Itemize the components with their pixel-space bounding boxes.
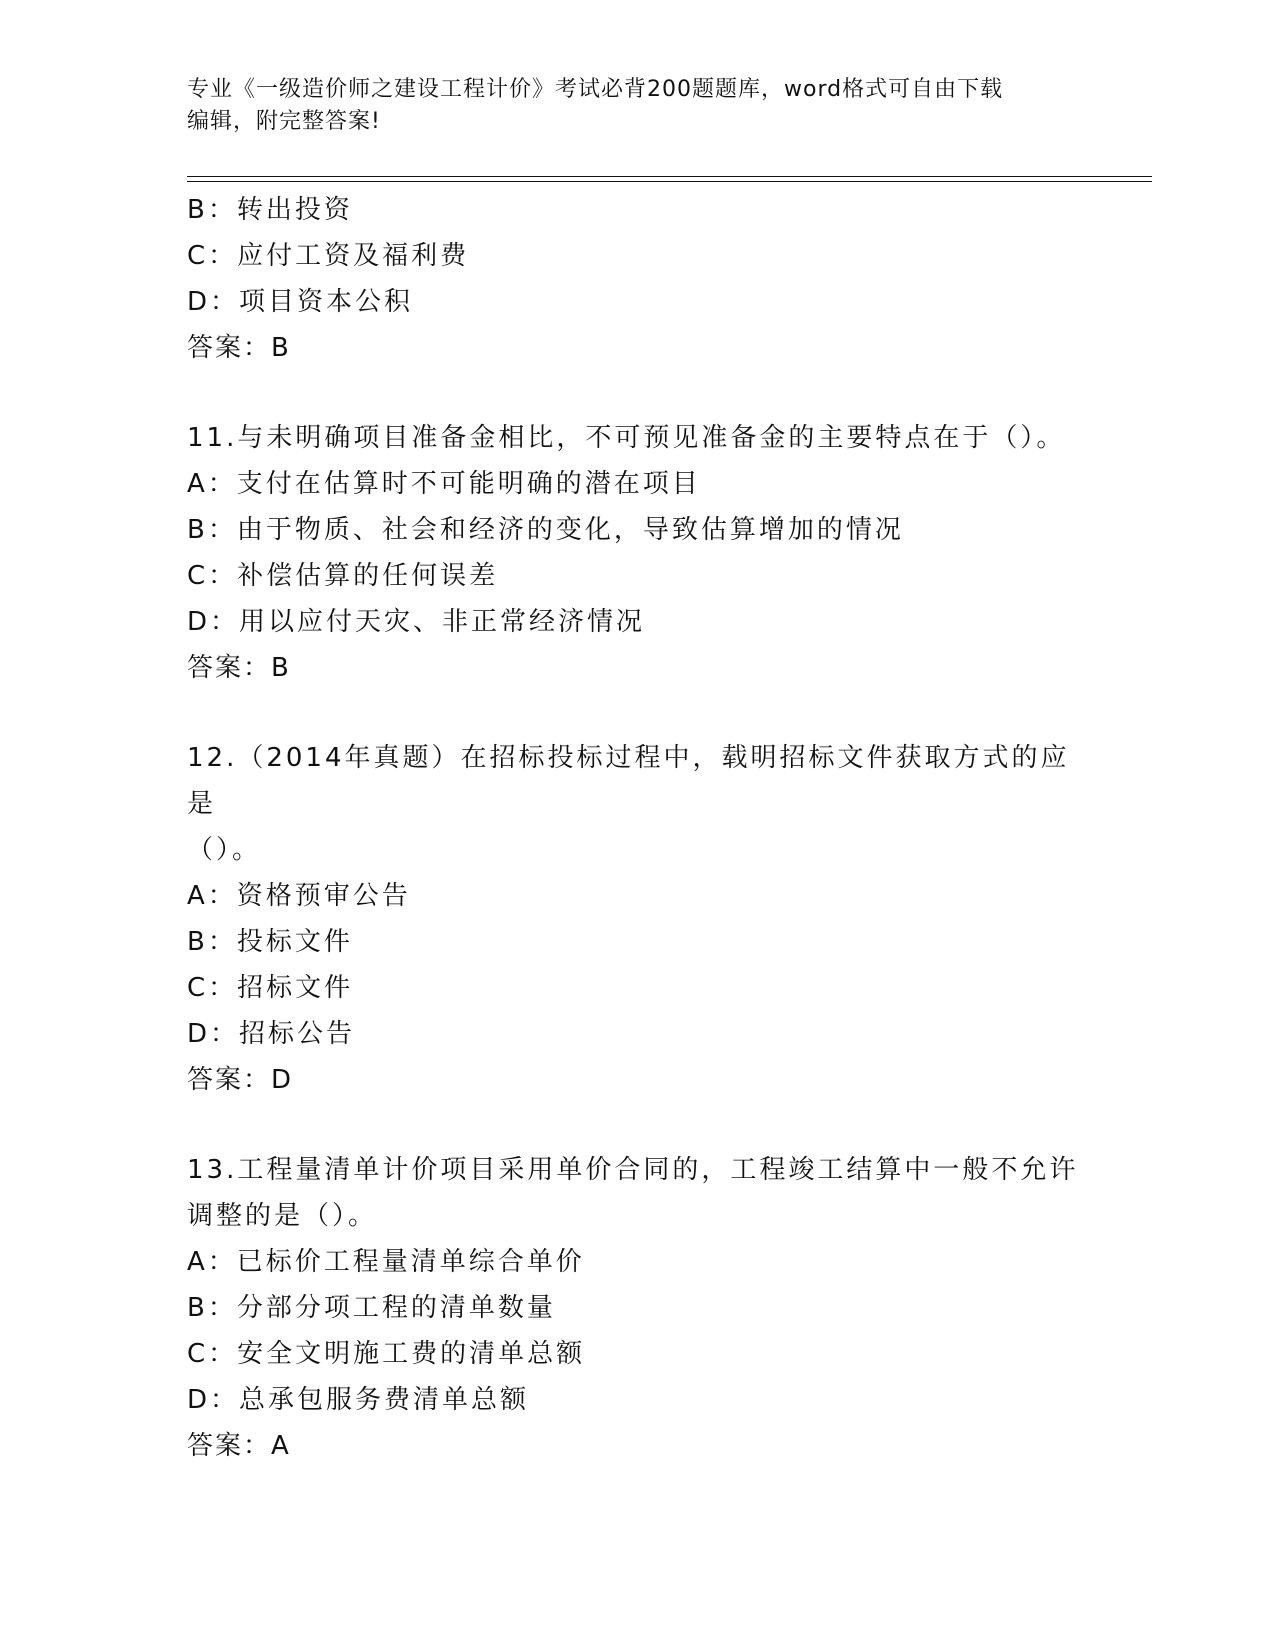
option-d: D：总承包服务费清单总额 xyxy=(187,1385,530,1415)
option-b: B：分部分项工程的清单数量 xyxy=(187,1293,556,1323)
option-c: C：招标文件 xyxy=(187,973,354,1003)
header-double-rule xyxy=(187,176,1152,182)
option-b: B：投标文件 xyxy=(187,927,353,957)
option-c: C：补偿估算的任何误差 xyxy=(187,561,499,591)
answer-label: 答案：D xyxy=(187,1065,294,1095)
question-stem-line-2: 调整的是（）。 xyxy=(187,1201,378,1231)
option-b: B：由于物质、社会和经济的变化，导致估算增加的情况 xyxy=(187,515,904,545)
question-13 xyxy=(187,1147,1087,1469)
question-stem-line-1: 13.工程量清单计价项目采用单价合同的，工程竣工结算中一般不允许 xyxy=(187,1155,1079,1185)
option-c: C：安全文明施工费的清单总额 xyxy=(187,1339,586,1369)
option-c: C：应付工资及福利费 xyxy=(187,241,470,271)
question-stem: 11.与未明确项目准备金相比，不可预见准备金的主要特点在于（）。 xyxy=(187,423,1066,453)
question-11 xyxy=(187,415,1087,691)
question-list xyxy=(187,187,1087,1469)
question-stem-line-2: （）。 xyxy=(187,835,262,865)
answer-label: 答案：A xyxy=(187,1431,291,1461)
question-stem-line-1: 12.（2014年真题）在招标投标过程中，载明招标文件获取方式的应是 xyxy=(187,743,1070,819)
option-d: D：项目资本公积 xyxy=(187,287,414,317)
header-title-line-1: 专业《一级造价师之建设工程计价》考试必背200题题库，word格式可自由下载 xyxy=(187,77,1004,102)
option-a: A：已标价工程量清单综合单价 xyxy=(187,1247,585,1277)
option-a: A：支付在估算时不可能明确的潜在项目 xyxy=(187,469,701,499)
document-header xyxy=(187,74,1067,138)
option-a: A：资格预审公告 xyxy=(187,881,411,911)
header-title-line-2: 编辑，附完整答案! xyxy=(187,109,381,134)
question-10-continued xyxy=(187,187,1087,371)
option-b: B：转出投资 xyxy=(187,195,353,225)
option-d: D：用以应付天灾、非正常经济情况 xyxy=(187,607,646,637)
option-d: D：招标公告 xyxy=(187,1019,356,1049)
answer-label: 答案：B xyxy=(187,333,291,363)
answer-label: 答案：B xyxy=(187,653,291,683)
question-12 xyxy=(187,735,1087,1103)
